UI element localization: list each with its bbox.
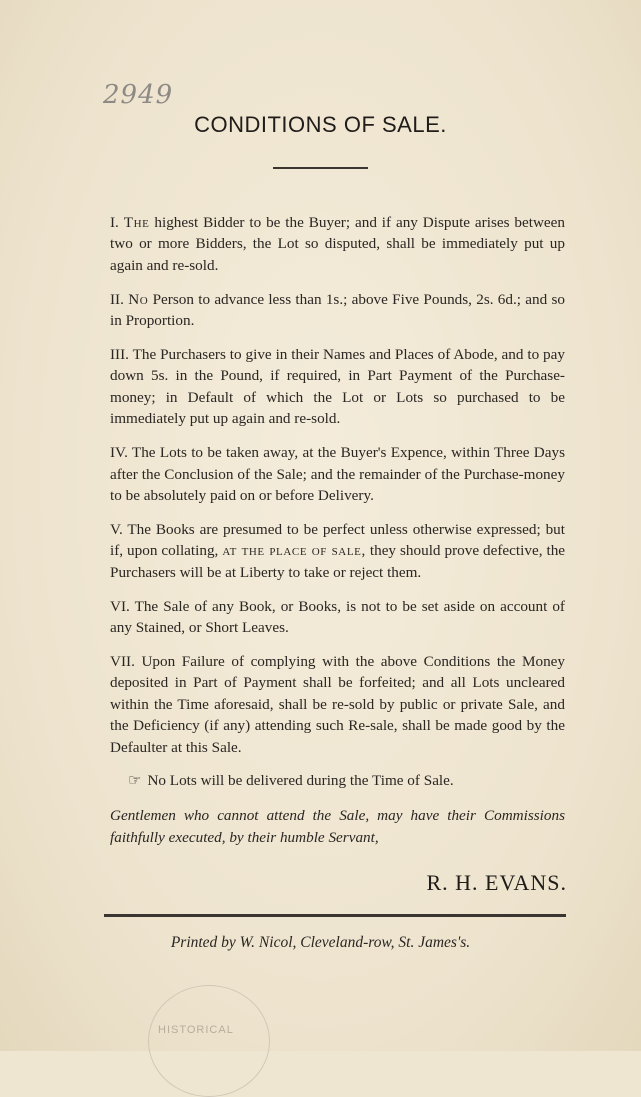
condition-6: VI. The Sale of any Book, or Books, is not to be set aside on account of any Stained, or Short Leaves. [110, 597, 565, 636]
condition-1-text: highest Bidder to be the Buyer; and if any Dispute arises between two or more Bidders, the Lot so disputed, shall be immediately put up again and re-sold. [110, 214, 565, 274]
library-stamp [148, 985, 270, 1097]
condition-2 [110, 289, 565, 332]
delivery-notice [110, 770, 565, 792]
pointing-hand-icon: ☞ [128, 773, 142, 790]
printer-imprint: Printed by W. Nicol, Cleveland-row, St. James's. [170, 934, 471, 951]
footer-divider [104, 914, 566, 917]
condition-5-smallcaps: at the place of sale, [222, 542, 366, 560]
commissions-note: Gentlemen who cannot attend the Sale, may have their Commissions faithfully executed, by their humble Servant, [110, 807, 565, 846]
delivery-notice-text: No Lots will be delivered during the Time of Sale. [147, 772, 454, 790]
pencil-inscription: 2949 [103, 80, 174, 110]
condition-2-smallcaps: No [128, 290, 149, 308]
condition-4: IV. The Lots to be taken away, at the Buyer's Expence, within Three Days after the Conclusion of the Sale; and the remainder of the Purchase-money to be absolutely paid on or before Delivery. [110, 444, 565, 504]
condition-5-text-after: they should prove defective, the Purchasers will be at Liberty to take or reject them. [110, 542, 566, 581]
condition-1-smallcaps: The [123, 214, 150, 231]
auctioneer-signature: R. H. EVANS. [426, 870, 567, 895]
condition-5 [110, 519, 565, 583]
condition-2-number: II. [110, 290, 124, 308]
library-stamp-text: HISTORICAL [158, 1024, 234, 1036]
condition-1 [110, 212, 565, 276]
condition-3: III. The Purchasers to give in their Names and Places of Abode, and to pay down 5s. in the Pound, if required, in Part Payment of the Purchase-money; in Default of which the Lot or Lots so purchased to be immediately put up again and re-sold. [110, 346, 565, 428]
condition-7: VII. Upon Failure of complying with the above Conditions the Money deposited in Part of Payment shall be forfeited; and all Lots uncleared within the Time aforesaid, shall be re-sold by public or private Sale, and the Deficiency (if any) attending such Re-sale, shall be made good by the Defaulter at this Sale. [110, 652, 565, 756]
page-title: CONDITIONS OF SALE. [194, 112, 447, 137]
condition-5-text-before: V. The Books are presumed to be perfect unless otherwise expressed; but if, upon collating, [110, 520, 565, 560]
condition-2-text: Person to advance less than 1s.; above Five Pounds, 2s. 6d.; and so in Proportion. [110, 290, 565, 330]
title-divider [273, 167, 368, 169]
condition-1-number: I. [110, 214, 119, 231]
conditions-body [110, 212, 565, 861]
